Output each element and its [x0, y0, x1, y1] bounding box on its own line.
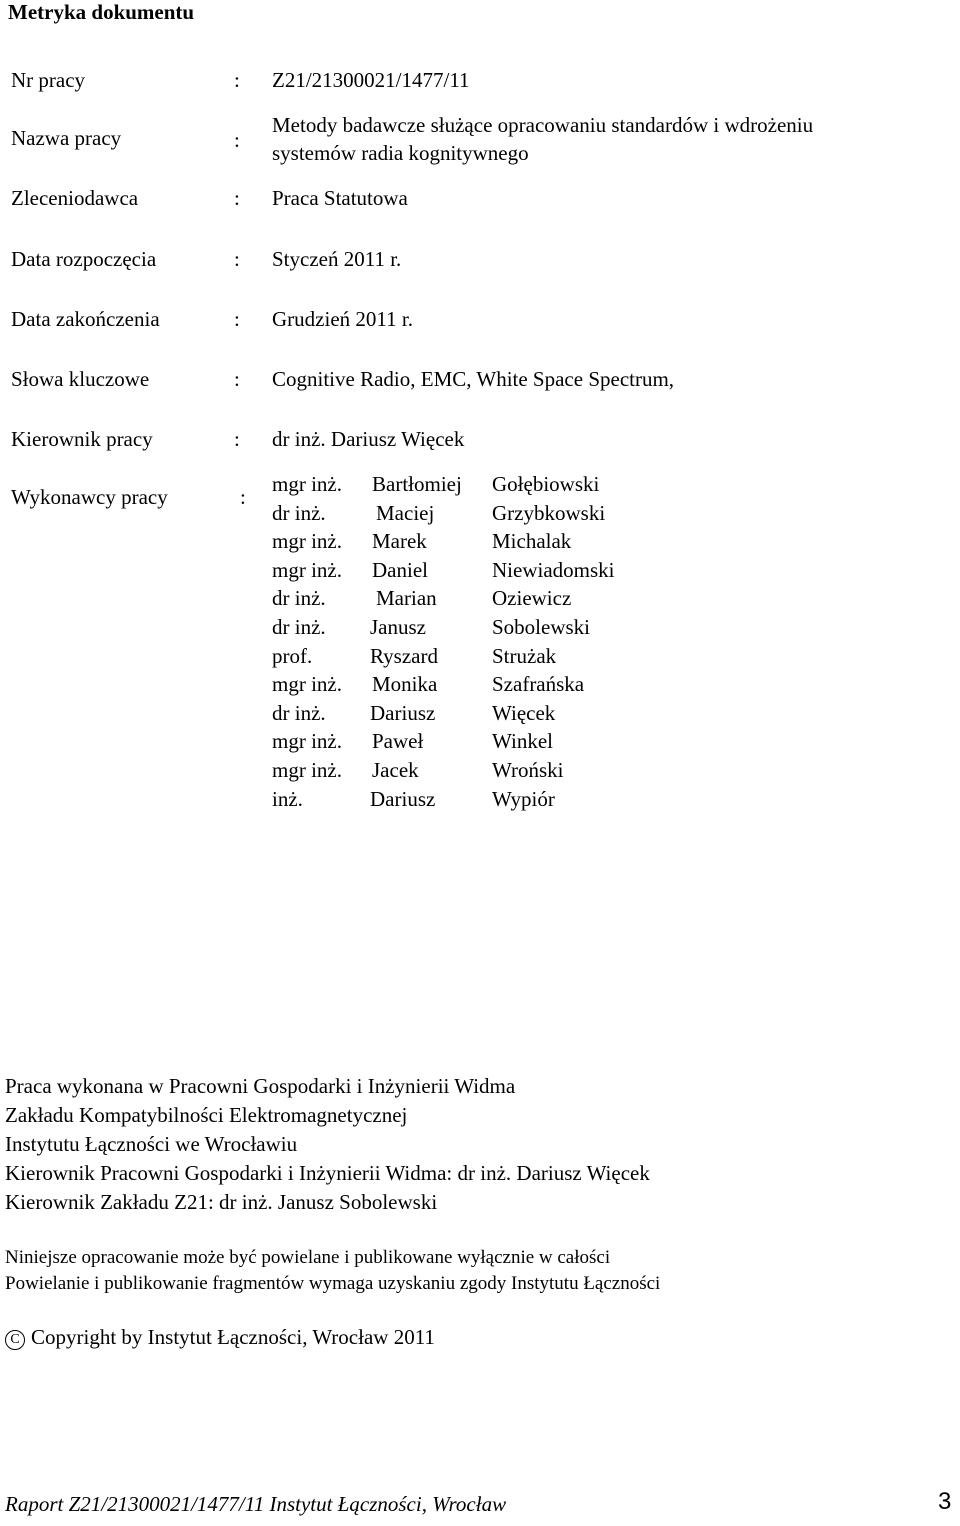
value-nazwa-pracy-line1: Metody badawcze służące opracowaniu standardów i wdrożeniu [272, 113, 814, 137]
team-first-name: Paweł [372, 729, 424, 754]
value-slowa-kluczowe: Cognitive Radio, EMC, White Space Spectrum, [272, 367, 675, 391]
team-last-name: Szafrańska [492, 672, 585, 697]
team-title: dr inż. [272, 500, 326, 525]
value-kierownik-pracy: dr inż. Dariusz Więcek [272, 427, 465, 451]
label-nazwa-pracy: Nazwa pracy [11, 126, 122, 150]
team-first-name: Janusz [370, 614, 426, 639]
team-title: prof. [272, 643, 313, 668]
label-data-rozpoczecia: Data rozpoczęcia [11, 247, 157, 271]
team-last-name: Gołębiowski [492, 472, 600, 496]
team-title: mgr inż. [272, 757, 342, 782]
value-nr-pracy: Z21/21300021/1477/11 [272, 68, 470, 92]
colon: : [234, 307, 240, 331]
label-data-zakonczenia: Data zakończenia [11, 307, 160, 331]
team-title: mgr inż. [272, 729, 342, 754]
team-title: dr inż. [272, 700, 326, 725]
value-data-rozpoczecia: Styczeń 2011 r. [272, 247, 402, 271]
team-first-name: Marian [376, 586, 437, 611]
team-last-name: Winkel [492, 729, 553, 754]
team-title: dr inż. [272, 586, 326, 611]
team-last-name: Niewiadomski [492, 557, 615, 582]
label-wykonawcy-pracy: Wykonawcy pracy [11, 485, 168, 509]
team-first-name: Jacek [372, 757, 419, 782]
team-title: mgr inż. [272, 557, 342, 582]
colon: : [234, 186, 240, 210]
team-last-name: Wypiór [492, 786, 555, 811]
copyright [5, 1325, 435, 1351]
colon: : [240, 485, 246, 509]
note-line: Niniejsze opracowanie może być powielane i publikowane wyłącznie w całości [5, 1247, 611, 1268]
colon: : [234, 68, 240, 92]
team-last-name: Grzybkowski [492, 500, 606, 525]
value-nazwa-pracy-line2: systemów radia kognitywnego [272, 141, 529, 165]
team-last-name: Sobolewski [492, 614, 591, 639]
colon: : [234, 427, 240, 451]
team-title: mgr inż. [272, 529, 342, 554]
team-first-name: Ryszard [370, 643, 438, 668]
label-slowa-kluczowe: Słowa kluczowe [11, 367, 150, 391]
copyright-icon: C [5, 1330, 25, 1350]
note-line: Powielanie i publikowanie fragmentów wymaga uzyskaniu zgody Instytutu Łączności [5, 1273, 661, 1294]
label-nr-pracy: Nr pracy [11, 68, 86, 92]
team-title: mgr inż. [272, 472, 342, 496]
colon: : [234, 247, 240, 271]
team-last-name: Wroński [492, 757, 564, 782]
footer-report-id: Raport Z21/21300021/1477/11 Instytut Łączności, Wrocław [5, 1492, 507, 1516]
info-line: Kierownik Zakładu Z21: dr inż. Janusz Sobolewski [5, 1190, 438, 1214]
team-title: inż. [272, 786, 303, 811]
value-data-zakonczenia: Grudzień 2011 r. [272, 307, 413, 331]
team-first-name: Maciej [376, 500, 435, 525]
copyright-text: Copyright by Instytut Łączności, Wrocław 2011 [31, 1325, 435, 1349]
team-last-name: Więcek [492, 700, 556, 725]
team-first-name: Marek [372, 529, 427, 554]
info-line: Praca wykonana w Pracowni Gospodarki i Inżynierii Widma [5, 1074, 516, 1098]
team-first-name: Dariusz [370, 700, 436, 725]
colon: : [234, 367, 240, 391]
page-number: 3 [938, 1488, 952, 1515]
label-zleceniodawca: Zleceniodawca [11, 186, 139, 210]
team-last-name: Oziewicz [492, 586, 572, 611]
team-first-name: Monika [372, 672, 438, 697]
team-title: dr inż. [272, 614, 326, 639]
info-line: Instytutu Łączności we Wrocławiu [5, 1132, 298, 1156]
info-line: Kierownik Pracowni Gospodarki i Inżynierii Widma: dr inż. Dariusz Więcek [5, 1161, 650, 1185]
team-last-name: Strużak [492, 643, 557, 668]
page-title: Metryka dokumentu [8, 0, 195, 24]
info-line: Zakładu Kompatybilności Elektromagnetycznej [5, 1103, 408, 1127]
team-last-name: Michalak [492, 529, 572, 554]
team-first-name: Dariusz [370, 786, 436, 811]
label-kierownik-pracy: Kierownik pracy [11, 427, 153, 451]
colon: : [234, 128, 240, 152]
value-zleceniodawca: Praca Statutowa [272, 186, 408, 210]
team-first-name: Daniel [372, 557, 428, 582]
team-first-name: Bartłomiej [372, 472, 462, 496]
team-title: mgr inż. [272, 672, 342, 697]
